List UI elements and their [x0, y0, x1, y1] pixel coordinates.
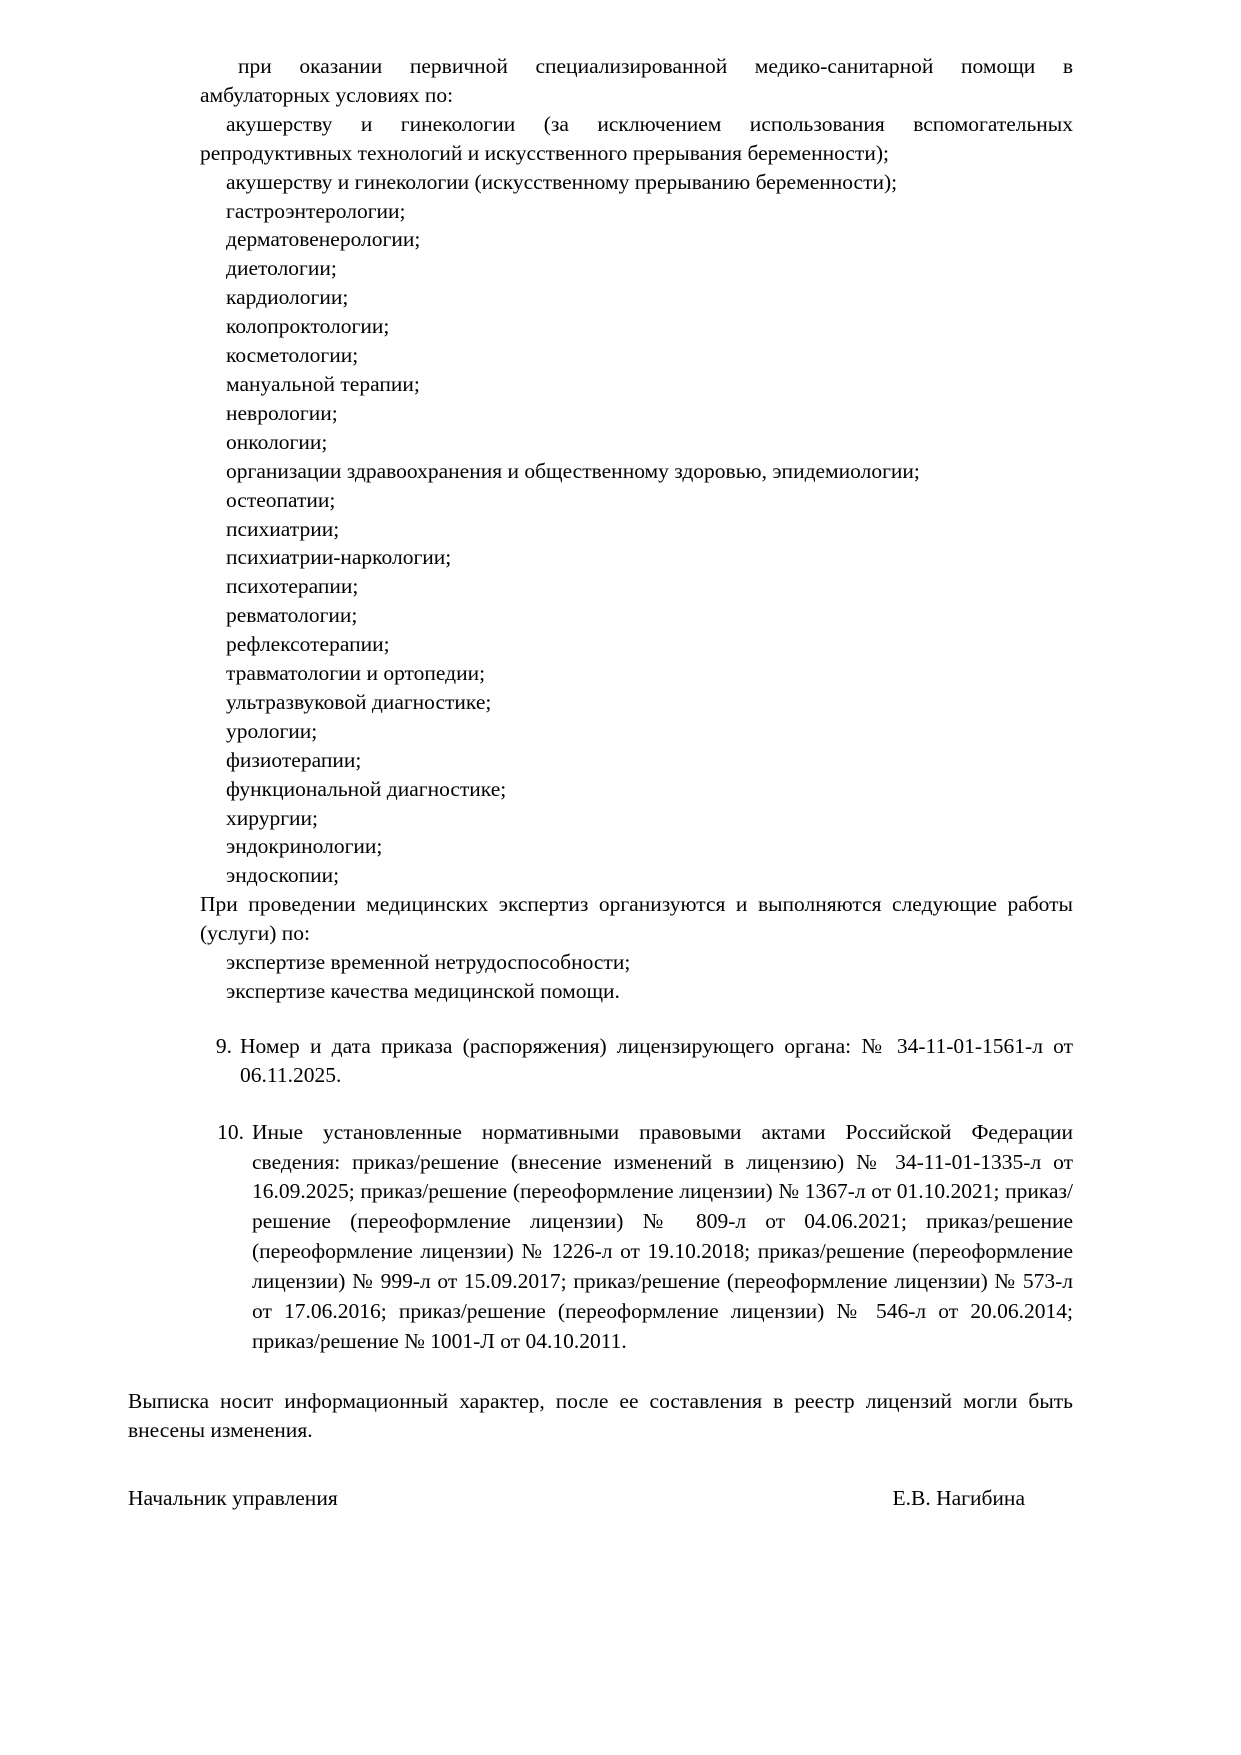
expertise-intro-paragraph: При проведении медицинских экспертиз организуются и выполняются следующие работы (услуги) по: — [200, 892, 1073, 946]
clause-10-text: Иные установленные нормативными правовыми актами Российской Федерации сведения: приказ/решение (внесение изменений в лицензию) № 34-11-01-1335-л от 16.09.2025; приказ/решение (переоформление лицензии) № 1367-л от 01.10.2021; приказ/решение (переоформление лицензии) № 809-л от 04.06.2021; приказ/решение (переоформление лицензии) № 1226-л от 19.10.2018; приказ/решение (переоформление лицензии) № 999-л от 15.09.2017; приказ/решение (переоформление лицензии) № 573-л от 17.06.2016; приказ/решение (переоформление лицензии) № 546-л от 20.06.2014; приказ/решение № 1001-Л от 04.10.2011. — [252, 1119, 1073, 1353]
expertise-services-list — [128, 948, 1073, 1006]
service-item: гастроэнтерологии; — [226, 198, 406, 223]
service-item: ревматологии; — [226, 603, 358, 628]
service-item: мануальной терапии; — [226, 371, 420, 396]
document-body — [128, 52, 1073, 1513]
ambulatory-services-list — [128, 168, 1073, 891]
clause-10 — [128, 1118, 1073, 1357]
service-item: травматологии и ортопедии; — [226, 661, 486, 686]
service-item: неврологии; — [226, 400, 338, 425]
service-item: физиотерапии; — [226, 747, 362, 772]
service-item: урологии; — [226, 718, 318, 743]
service-item-obstetrics-excluding-art: акушерству и гинекологии (за исключением использования вспомогательных репродуктивных технологий и искусственного прерывания беременности); — [200, 111, 1073, 165]
disclaimer-paragraph: Выписка носит информационный характер, после ее составления в реестр лицензий могли быть внесены изменения. — [128, 1388, 1073, 1443]
service-item: рефлексотерапии; — [226, 632, 390, 657]
service-item: хирургии; — [226, 805, 319, 830]
service-item: колопроктологии; — [226, 314, 390, 339]
service-item: косметологии; — [226, 343, 359, 368]
service-item: эндокринологии; — [226, 834, 383, 859]
service-item: диетологии; — [226, 256, 337, 281]
signatory-name: Е.В. Нагибина — [892, 1485, 1025, 1510]
signatory-role: Начальник управления — [128, 1485, 338, 1510]
service-item: ультразвуковой диагностике; — [226, 689, 492, 714]
service-item: онкологии; — [226, 429, 328, 454]
service-item: остеопатии; — [226, 487, 336, 512]
service-item: кардиологии; — [226, 285, 349, 310]
signature-block — [128, 1484, 1073, 1513]
service-item: функциональной диагностике; — [226, 776, 507, 801]
service-item: психиатрии-наркологии; — [226, 545, 452, 570]
expertise-item: экспертизе качества медицинской помощи. — [226, 979, 620, 1003]
clause-9-text: Номер и дата приказа (распоряжения) лицензирующего органа: № 34-11-01-1561-л от 06.11.2025. — [240, 1033, 1073, 1087]
service-item: организации здравоохранения и общественному здоровью, эпидемиологии; — [226, 458, 920, 483]
service-item: дерматовенерологии; — [226, 227, 421, 252]
clause-9 — [128, 1032, 1073, 1090]
service-item: психотерапии; — [226, 574, 359, 599]
service-item: эндоскопии; — [226, 863, 340, 888]
service-item: психиатрии; — [226, 516, 340, 541]
service-item: акушерству и гинекологии (искусственному прерыванию беременности); — [226, 169, 898, 194]
expertise-item: экспертизе временной нетрудоспособности; — [226, 950, 631, 975]
clause-10-number: 10. — [217, 1119, 244, 1144]
intro-paragraph: при оказании первичной специализированной медико-санитарной помощи в амбулаторных условиях по: — [200, 54, 1073, 107]
clause-9-number: 9. — [215, 1033, 232, 1058]
